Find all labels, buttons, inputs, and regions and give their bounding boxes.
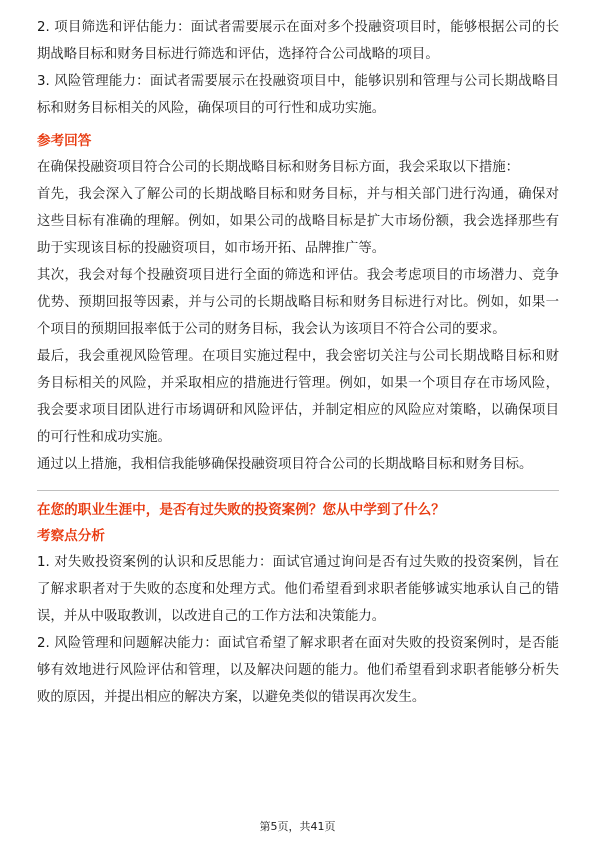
- answer-paragraph-first: 首先，我会深入了解公司的长期战略目标和财务目标，并与相关部门进行沟通，确保对这些目标有准确的理解。例如，如果公司的战略目标是扩大市场份额，我会选择那些有助于实现该目标的投融资项目，如市场开拓、品牌推广等。: [37, 187, 559, 256]
- analysis-point-1: 1. 对失败投资案例的认识和反思能力：面试官通过询问是否有过失败的投资案例，旨在了解求职者对于失败的态度和处理方式。他们希望看到求职者能够诚实地承认自己的错误，并从中吸取教训，以改进自己的工作方法和决策能力。: [37, 555, 559, 624]
- answer-heading: 参考回答: [37, 133, 92, 149]
- question-heading: 在您的职业生涯中，是否有过失败的投资案例？您从中学到了什么？: [37, 502, 445, 518]
- criteria-point-2: 2. 项目筛选和评估能力：面试者需要展示在面对多个投融资项目时，能够根据公司的长期战略目标和财务目标进行筛选和评估，选择符合公司战略的项目。: [37, 20, 559, 62]
- answer-paragraph-last: 最后，我会重视风险管理。在项目实施过程中，我会密切关注与公司长期战略目标和财务目标相关的风险，并采取相应的措施进行管理。例如，如果一个项目存在市场风险，我会要求项目团队进行市场调研和风险评估，并制定相应的风险应对策略，以确保项目的可行性和成功实施。: [37, 349, 559, 445]
- answer-intro: 在确保投融资项目符合公司的长期战略目标和财务目标方面，我会采取以下措施：: [37, 160, 520, 175]
- document-page: [37, 14, 559, 711]
- answer-conclusion: 通过以上措施，我相信我能够确保投融资项目符合公司的长期战略目标和财务目标。: [37, 457, 533, 472]
- page-number: 第5页，共41页: [259, 820, 336, 833]
- analysis-heading: 考察点分析: [37, 528, 105, 544]
- section-divider: [37, 490, 559, 491]
- criteria-point-3: 3. 风险管理能力：面试者需要展示在投融资项目中，能够识别和管理与公司长期战略目标和财务目标相关的风险，确保项目的可行性和成功实施。: [37, 74, 559, 116]
- answer-paragraph-second: 其次，我会对每个投融资项目进行全面的筛选和评估。我会考虑项目的市场潜力、竞争优势、预期回报等因素，并与公司的长期战略目标和财务目标进行对比。例如，如果一个项目的预期回报率低于公司的财务目标，我会认为该项目不符合公司的要求。: [37, 268, 559, 337]
- analysis-point-2: 2. 风险管理和问题解决能力：面试官希望了解求职者在面对失败的投资案例时，是否能够有效地进行风险评估和管理，以及解决问题的能力。他们希望看到求职者能够分析失败的原因，并提出相应的解决方案，以避免类似的错误再次发生。: [37, 636, 559, 705]
